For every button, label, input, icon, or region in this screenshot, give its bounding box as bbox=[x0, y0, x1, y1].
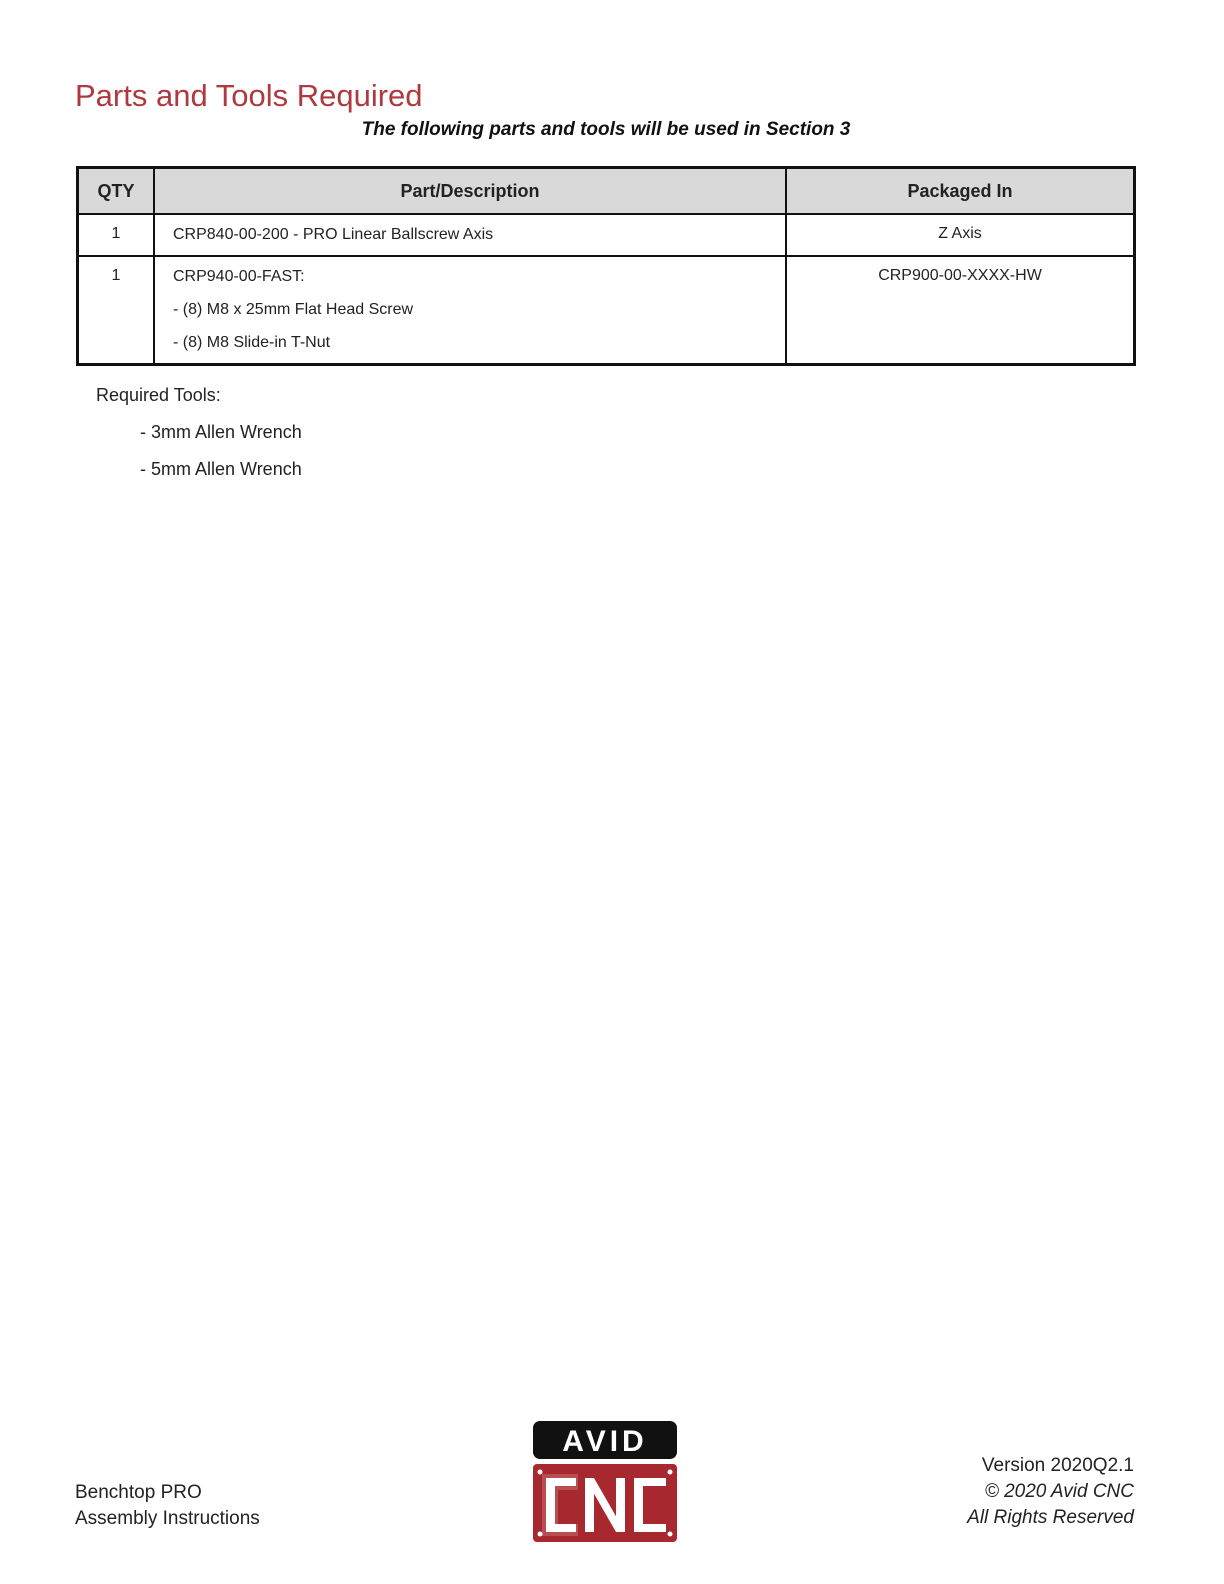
copyright-label: © 2020 Avid CNC bbox=[984, 1481, 1134, 1502]
table-row bbox=[78, 256, 1135, 364]
logo-bottom-block bbox=[533, 1464, 677, 1542]
row-description bbox=[154, 214, 786, 256]
header-description: Part/Description bbox=[154, 168, 786, 215]
footer-left bbox=[75, 1480, 260, 1532]
section-subtitle: The following parts and tools will be used in Section 3 bbox=[361, 119, 851, 140]
logo-top-band bbox=[533, 1421, 677, 1459]
description-line: - (8) M8 x 25mm Flat Head Screw bbox=[173, 301, 414, 318]
row-packaged-in: CRP900-00-XXXX-HW bbox=[786, 256, 1135, 364]
description-line: CRP840-00-200 - PRO Linear Ballscrew Axis bbox=[173, 226, 494, 243]
product-name: Benchtop PRO bbox=[75, 1482, 202, 1503]
avid-cnc-logo bbox=[532, 1420, 678, 1542]
header-qty: QTY bbox=[78, 168, 155, 215]
tool-item: - 3mm Allen Wrench bbox=[140, 422, 302, 442]
required-tools-list bbox=[140, 422, 302, 496]
footer-right bbox=[967, 1453, 1134, 1531]
version-label: Version 2020Q2.1 bbox=[981, 1455, 1134, 1476]
row-qty: 1 bbox=[78, 214, 155, 256]
document-type: Assembly Instructions bbox=[75, 1508, 260, 1529]
row-description bbox=[154, 256, 786, 364]
row-qty: 1 bbox=[78, 256, 155, 364]
tool-item: - 5mm Allen Wrench bbox=[140, 459, 302, 479]
logo-avid-text: AVID bbox=[562, 1425, 648, 1458]
table-row bbox=[78, 214, 1135, 256]
table-header-row bbox=[78, 168, 1135, 215]
required-tools-label: Required Tools: bbox=[96, 385, 221, 405]
page-title: Parts and Tools Required bbox=[75, 77, 423, 113]
rights-label: All Rights Reserved bbox=[967, 1507, 1134, 1528]
row-packaged-in: Z Axis bbox=[786, 214, 1135, 256]
header-packaged-in: Packaged In bbox=[786, 168, 1135, 215]
description-line: - (8) M8 Slide-in T-Nut bbox=[173, 334, 331, 351]
parts-table bbox=[76, 166, 1136, 366]
description-line: CRP940-00-FAST: bbox=[173, 268, 305, 285]
